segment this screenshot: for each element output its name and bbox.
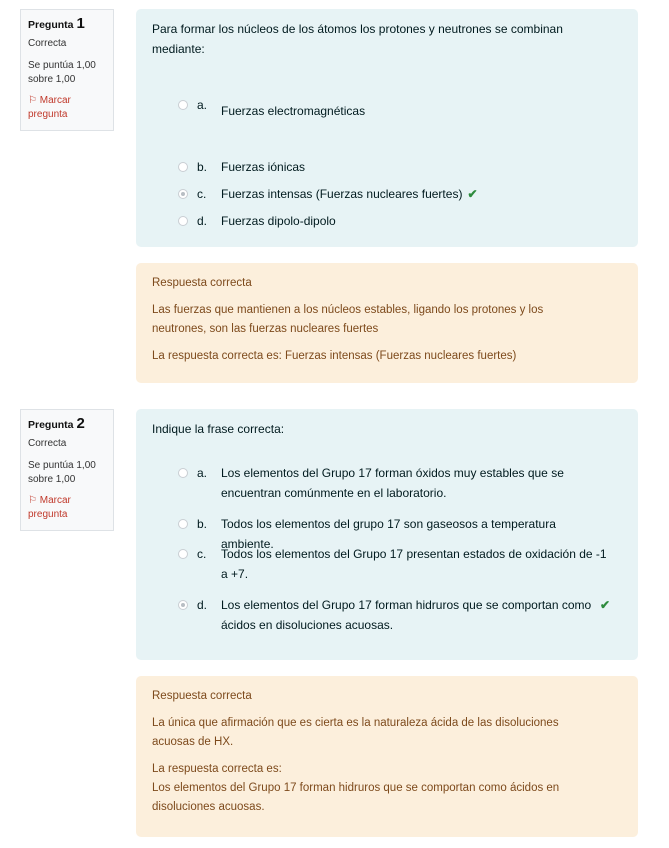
correct-check-icon: ✔ [467,187,478,201]
radio-button[interactable] [178,162,188,172]
general-feedback: Las fuerzas que mantienen a los núcleos estables, ligando los protones y los neutrones, son las fuerzas nucleares fuertes [152,304,544,335]
answer-option-a[interactable]: a. Los elementos del Grupo 17 forman óxidos muy estables que se encuentran comúnmente en el laboratorio. [178,463,610,503]
general-feedback: La única que afirmación que es cierta es la naturaleza ácida de las disoluciones acuosas de HX. [152,717,559,748]
question-text: Para formar los núcleos de los átomos los protones y neutrones se combinan mediante: [152,22,563,56]
question-info-1 [20,9,114,131]
right-answer: La respuesta correcta es: Fuerzas intensas (Fuerzas nucleares fuertes) [152,350,517,362]
feedback-box-1 [136,263,638,383]
radio-button-selected[interactable] [178,600,188,610]
question-text: Indique la frase correcta: [152,422,285,436]
radio-button-selected[interactable] [178,189,188,199]
flag-question-link[interactable]: ⚐ Marcar pregunta [28,495,71,520]
question-number: Pregunta 2 [28,415,85,432]
radio-button[interactable] [178,549,188,559]
radio-button[interactable] [178,468,188,478]
flag-question-link[interactable]: ⚐ Marcar pregunta [28,95,71,120]
answer-option-a[interactable]: a. Fuerzas electromagnéticas [178,95,610,121]
feedback-title: Respuesta correcta [152,277,252,289]
answer-option-b[interactable]: b. Fuerzas iónicas [178,157,610,177]
radio-button[interactable] [178,519,188,529]
question-info-2 [20,409,114,531]
radio-button[interactable] [178,100,188,110]
right-answer-label: La respuesta correcta es: [152,763,282,775]
question-grade: Se puntúa 1,00 sobre 1,00 [28,60,96,85]
radio-button[interactable] [178,216,188,226]
question-number: Pregunta 1 [28,15,85,32]
question-formulation-2 [136,409,638,660]
answer-option-c[interactable]: c. Todos los elementos del Grupo 17 presentan estados de oxidación de -1 a +7. [178,544,610,584]
feedback-title: Respuesta correcta [152,690,252,702]
answer-option-d[interactable]: d. Los elementos del Grupo 17 forman hidruros que se comportan como ácidos en disoluciones acuosas. ✔ [178,595,610,635]
question-formulation-1 [136,9,638,247]
answer-option-b[interactable]: b. Todos los elementos del grupo 17 son gaseosos a temperatura ambiente. [178,514,610,554]
flag-icon: ⚐ [28,95,37,106]
answer-option-c[interactable]: c. Fuerzas intensas (Fuerzas nucleares fuertes) ✔ [178,184,610,204]
correct-check-icon: ✔ [599,598,610,612]
feedback-box-2 [136,676,638,837]
right-answer: Los elementos del Grupo 17 forman hidruros que se comportan como ácidos en disoluciones acuosas. [152,782,560,813]
question-grade: Se puntúa 1,00 sobre 1,00 [28,460,96,485]
question-state: Correcta [28,438,67,449]
answer-option-d[interactable]: d. Fuerzas dipolo-dipolo [178,211,610,231]
question-state: Correcta [28,38,67,49]
flag-icon: ⚐ [28,495,37,506]
